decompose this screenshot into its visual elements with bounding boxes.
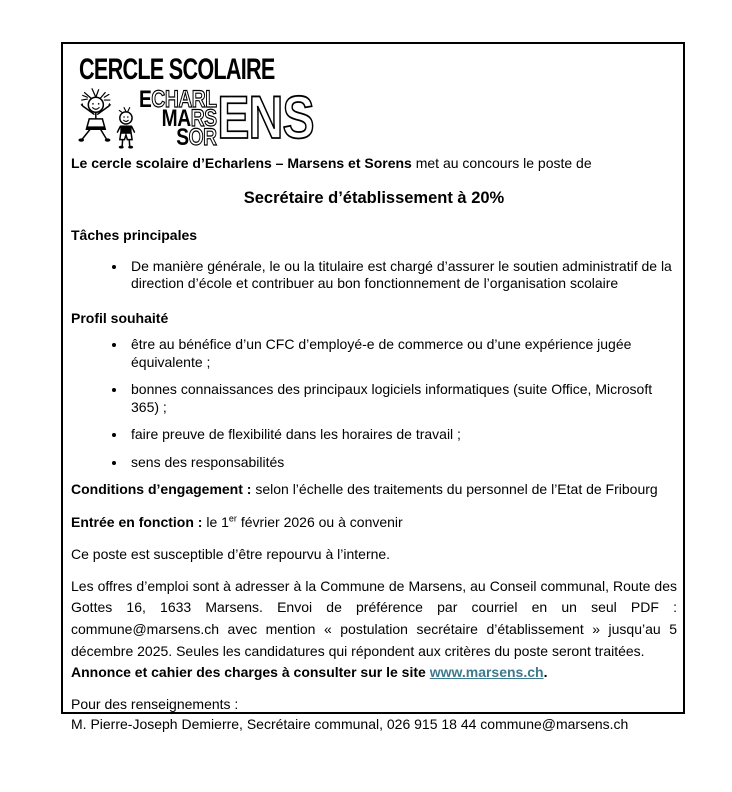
conditions-text: selon l’échelle des traitements du personnel de l’Etat de Fribourg: [251, 481, 658, 497]
school-logo: [71, 53, 677, 151]
start-text-rest: février 2026 ou à convenir: [236, 513, 403, 530]
internal-note: Ce poste est susceptible d’être repourvu à l’interne.: [71, 546, 391, 562]
wordmark-ens-suffix: ENS: [217, 84, 314, 151]
list-item: • faire preuve de flexibilité dans les horaires de travail ;: [127, 426, 677, 444]
children-illustration: [73, 85, 145, 149]
conditions-label: Conditions d’engagement :: [71, 481, 252, 497]
wordmark-echarlens: ECHARL: [139, 86, 217, 113]
list-item: • sens des responsabilités: [127, 454, 677, 472]
profile-list: [71, 336, 677, 471]
intro-bold: Le cercle scolaire d’Echarlens – Marsens et Sorens: [71, 155, 412, 171]
application-block: [71, 576, 677, 685]
contact-person: M. Pierre-Joseph Demierre, Secrétaire communal, 026 915 18 44 commune@marsens.ch: [71, 715, 629, 732]
announcement-line: [71, 662, 677, 684]
tasks-heading: Tâches principales: [71, 227, 198, 243]
application-paragraph: Les offres d’emploi sont à adresser à la Commune de Marsens, au Conseil communal, Route des Gottes 16, 1633 Marsens. Envoi de préférence par courriel en un seul PDF : commune@marsens.ch avec mention « postulation secrétaire d’établissement » jusqu’au 5 décembre 2025. Seules les candidatures qui répondent aux critères du poste seront traitées.: [71, 577, 677, 659]
marsens-website-link[interactable]: www.marsens.ch: [429, 664, 544, 681]
logo-title: CERCLE SCOLAIRE: [79, 53, 275, 86]
list-item: • bonnes connaissances des principaux logiciels informatiques (suite Office, Microsoft 365) ;: [127, 381, 677, 416]
document-frame: [61, 42, 685, 732]
announcement-period: .: [543, 664, 548, 681]
logo-wordmark-row: [79, 84, 677, 151]
profile-heading: Profil souhaité: [71, 309, 169, 326]
ordinal-superscript: er: [228, 512, 237, 523]
logo-villages-wordmark: [139, 84, 314, 151]
wordmark-marsens: MARS: [161, 105, 217, 132]
list-item: • De manière générale, le ou la titulaire est chargé d’assurer le soutien administratif de la direction d’école et contribuer au bon fonctionnement de l’organisation scolaire: [127, 258, 677, 293]
intro-line: [71, 155, 677, 173]
conditions-line: [71, 481, 677, 499]
announcement-bold: Annonce et cahier des charges à consulter sur le site: [71, 664, 430, 681]
tasks-list: [71, 258, 677, 293]
start-label: Entrée en fonction :: [71, 513, 203, 530]
intro-rest: met au concours le poste de: [411, 155, 592, 171]
start-text: le 1: [202, 513, 229, 530]
contact-block: [71, 695, 677, 734]
contact-intro: Pour des renseignements :: [71, 696, 239, 713]
start-date-line: [71, 514, 677, 532]
wordmark-sorens: SOR: [176, 124, 217, 151]
list-item: • être au bénéfice d’un CFC d’employé-e de commerce ou d’une expérience jugée équivalente ;: [127, 336, 677, 371]
job-title: Secrétaire d’établissement à 20%: [243, 188, 505, 207]
